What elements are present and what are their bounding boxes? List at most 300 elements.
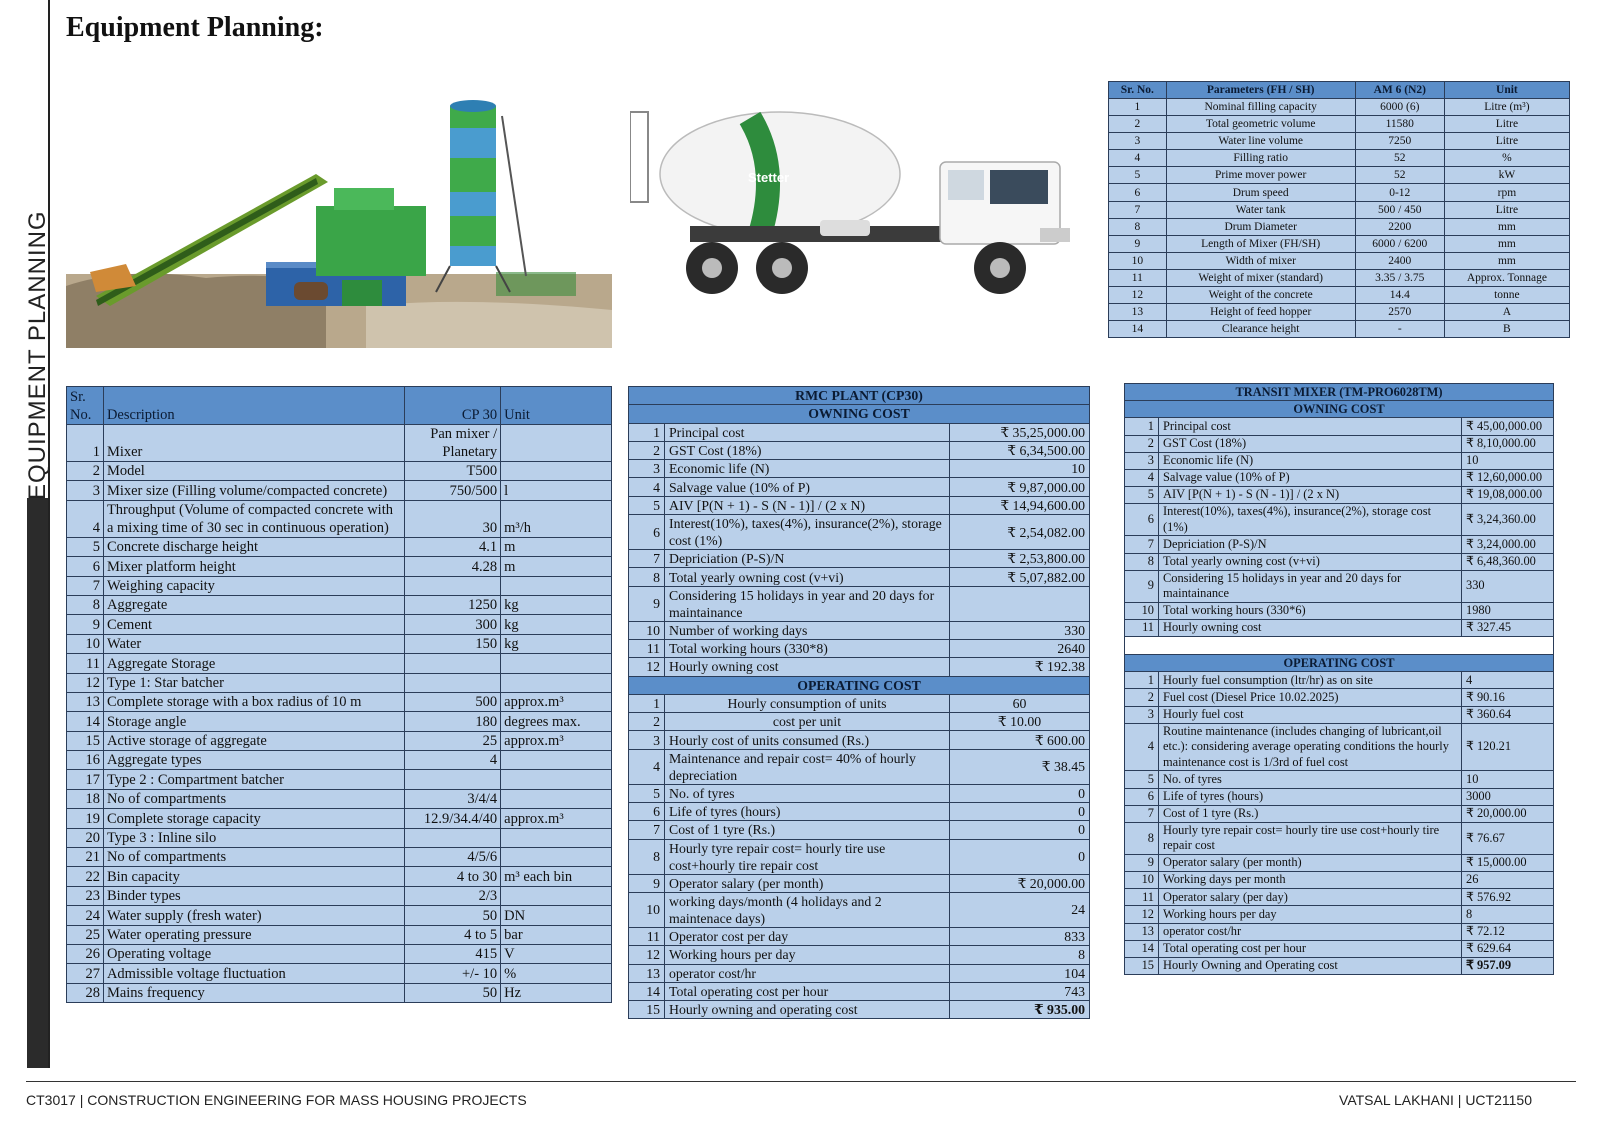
row-number: 5 (1125, 487, 1159, 504)
table-row (67, 944, 612, 963)
row-number: 7 (1125, 536, 1159, 553)
spec-sr: 10 (1109, 252, 1167, 269)
operating-row (1125, 889, 1554, 906)
spec-value: 6000 (6) (1355, 99, 1444, 116)
spec-unit: mm (1444, 252, 1569, 269)
row-description: Cement (103, 615, 404, 634)
row-number: 6 (1125, 788, 1159, 805)
row-number: 10 (629, 621, 665, 639)
spec-value: - (1355, 321, 1444, 338)
batching-plant-image (66, 96, 612, 348)
row-description: Depriciation (P-S)/N (665, 550, 950, 568)
row-description: operator cost/hr (665, 964, 950, 982)
row-unit: degrees max. (501, 712, 612, 731)
row-value: ₹ 957.09 (1462, 958, 1554, 975)
row-value: 4 (405, 751, 501, 770)
row-description: Water supply (fresh water) (103, 906, 404, 925)
row-description: Life of tyres (hours) (1159, 788, 1462, 805)
row-number: 28 (67, 983, 104, 1002)
row-value: 4.1 (405, 537, 501, 556)
table-row (67, 500, 612, 537)
table-row (67, 925, 612, 944)
row-description: cost per unit (665, 713, 950, 731)
row-value: ₹ 19,08,000.00 (1462, 487, 1554, 504)
spec-row (1109, 252, 1570, 269)
row-unit: bar (501, 925, 612, 944)
row-number: 14 (67, 712, 104, 731)
row-number: 6 (629, 515, 665, 550)
row-value: 500 (405, 692, 501, 711)
page-title: Equipment Planning: (66, 12, 324, 43)
row-number: 14 (629, 982, 665, 1000)
row-description: Total operating cost per hour (665, 982, 950, 1000)
row-number: 18 (67, 789, 104, 808)
row-value: ₹ 45,00,000.00 (1462, 418, 1554, 435)
row-value: 12.9/34.4/40 (405, 809, 501, 828)
row-description: Economic life (N) (665, 460, 950, 478)
spec-row (1109, 287, 1570, 304)
spec-row (1109, 269, 1570, 286)
row-value: 2640 (950, 639, 1090, 657)
spec-unit: rpm (1444, 184, 1569, 201)
row-number: 2 (1125, 435, 1159, 452)
row-value: ₹ 327.45 (1462, 619, 1554, 636)
table-row (67, 712, 612, 731)
spec-row (1109, 167, 1570, 184)
operating-row (629, 1001, 1090, 1019)
row-number: 26 (67, 944, 104, 963)
table-row (67, 615, 612, 634)
row-number: 13 (67, 692, 104, 711)
footer-divider (26, 1081, 1576, 1082)
row-value: ₹ 3,24,360.00 (1462, 504, 1554, 536)
spec-row (1109, 201, 1570, 218)
operating-row (1125, 706, 1554, 723)
row-number: 8 (1125, 553, 1159, 570)
spec-row (1109, 150, 1570, 167)
owning-row (629, 496, 1090, 514)
row-description: Water (103, 634, 404, 653)
row-value: ₹ 6,48,360.00 (1462, 553, 1554, 570)
row-description: Hourly fuel cost (1159, 706, 1462, 723)
row-number: 3 (1125, 452, 1159, 469)
row-value: 750/500 (405, 481, 501, 500)
operating-row (629, 946, 1090, 964)
row-number: 4 (67, 500, 104, 537)
owning-row (629, 568, 1090, 586)
row-unit: approx.m³ (501, 692, 612, 711)
row-number: 27 (67, 964, 104, 983)
row-number: 6 (629, 803, 665, 821)
operating-row (1125, 822, 1554, 854)
spec-header-row (1109, 82, 1570, 99)
row-number: 9 (629, 586, 665, 621)
operating-cost-title: OPERATING COST (629, 676, 1090, 694)
spec-parameter: Weight of the concrete (1166, 287, 1355, 304)
spec-sr: 2 (1109, 116, 1167, 133)
table-row (67, 809, 612, 828)
row-description: Cost of 1 tyre (Rs.) (665, 821, 950, 839)
row-number: 10 (67, 634, 104, 653)
spec-value: 14.4 (1355, 287, 1444, 304)
row-description: Principal cost (1159, 418, 1462, 435)
spec-unit: mm (1444, 235, 1569, 252)
row-number: 2 (629, 713, 665, 731)
spec-row (1109, 321, 1570, 338)
row-description: Hourly cost of units consumed (Rs.) (665, 731, 950, 749)
row-value: 415 (405, 944, 501, 963)
row-number: 4 (1125, 723, 1159, 771)
row-description: Interest(10%), taxes(4%), insurance(2%), storage cost (1%) (665, 515, 950, 550)
row-value: 50 (405, 983, 501, 1002)
row-number: 16 (67, 751, 104, 770)
table-row (67, 964, 612, 983)
row-unit (501, 770, 612, 789)
row-value: 3000 (1462, 788, 1554, 805)
row-value: ₹ 20,000.00 (1462, 805, 1554, 822)
row-number: 1 (629, 423, 665, 441)
row-description: Total working hours (330*6) (1159, 602, 1462, 619)
row-description: Operator salary (per month) (1159, 854, 1462, 871)
operating-row (1125, 672, 1554, 689)
row-number: 23 (67, 886, 104, 905)
spec-unit: Litre (1444, 133, 1569, 150)
row-value: ₹ 35,25,000.00 (950, 423, 1090, 441)
row-value: 330 (1462, 570, 1554, 602)
spec-unit: A (1444, 304, 1569, 321)
spec-unit: Litre (m³) (1444, 99, 1569, 116)
row-value: 743 (950, 982, 1090, 1000)
row-value: 104 (950, 964, 1090, 982)
row-description: Bin capacity (103, 867, 404, 886)
row-description: Number of working days (665, 621, 950, 639)
spec-sr: 1 (1109, 99, 1167, 116)
row-unit: kg (501, 595, 612, 614)
row-value: ₹ 76.67 (1462, 822, 1554, 854)
row-value: ₹ 935.00 (950, 1001, 1090, 1019)
row-unit (501, 789, 612, 808)
row-number: 15 (67, 731, 104, 750)
mixer-spec-table (1108, 81, 1570, 338)
row-unit (501, 425, 612, 462)
spec-header-parameter: Parameters (FH / SH) (1166, 82, 1355, 99)
spec-parameter: Drum speed (1166, 184, 1355, 201)
row-description: Life of tyres (hours) (665, 803, 950, 821)
row-unit (501, 654, 612, 673)
left-header-row (67, 387, 612, 425)
operating-row (629, 964, 1090, 982)
row-value: 1250 (405, 595, 501, 614)
spec-parameter: Filling ratio (1166, 150, 1355, 167)
spec-value: 2200 (1355, 218, 1444, 235)
table-row (67, 537, 612, 556)
rmc-owning-cost-title: OWNING COST (629, 405, 1090, 423)
row-value: 4 (1462, 672, 1554, 689)
spec-sr: 6 (1109, 184, 1167, 201)
row-value: ₹ 3,24,000.00 (1462, 536, 1554, 553)
row-description: Principal cost (665, 423, 950, 441)
row-value: ₹ 2,54,082.00 (950, 515, 1090, 550)
row-unit: kg (501, 634, 612, 653)
row-value: ₹ 90.16 (1462, 689, 1554, 706)
owning-row (629, 515, 1090, 550)
row-number: 12 (67, 673, 104, 692)
table-row (67, 634, 612, 653)
row-number: 4 (629, 749, 665, 784)
row-number: 25 (67, 925, 104, 944)
row-description: Complete storage capacity (103, 809, 404, 828)
spec-header-model: AM 6 (N2) (1355, 82, 1444, 99)
owning-row (1125, 487, 1554, 504)
table-row (67, 673, 612, 692)
owning-row (1125, 553, 1554, 570)
spec-sr: 3 (1109, 133, 1167, 150)
owning-row (1125, 504, 1554, 536)
owning-row (629, 550, 1090, 568)
row-number: 24 (67, 906, 104, 925)
spec-row (1109, 235, 1570, 252)
row-number: 7 (67, 576, 104, 595)
table-row (67, 751, 612, 770)
row-value: ₹ 6,34,500.00 (950, 441, 1090, 459)
footer-course: CT3017 | CONSTRUCTION ENGINEERING FOR MASS HOUSING PROJECTS (26, 1092, 527, 1108)
row-number: 21 (67, 848, 104, 867)
spec-sr: 13 (1109, 304, 1167, 321)
spec-row (1109, 184, 1570, 201)
spec-sr: 9 (1109, 235, 1167, 252)
row-number: 6 (67, 557, 104, 576)
row-description: Cost of 1 tyre (Rs.) (1159, 805, 1462, 822)
row-description: Fuel cost (Diesel Price 10.02.2025) (1159, 689, 1462, 706)
row-value: ₹ 38.45 (950, 749, 1090, 784)
operating-row (629, 784, 1090, 802)
owning-row (629, 441, 1090, 459)
row-description: Admissible voltage fluctuation (103, 964, 404, 983)
row-value: 0 (950, 839, 1090, 874)
table-row (67, 828, 612, 847)
row-description: working days/month (4 holidays and 2 maintenace days) (665, 892, 950, 927)
row-number: 6 (1125, 504, 1159, 536)
spec-unit: % (1444, 150, 1569, 167)
row-unit (501, 576, 612, 595)
tm-owning-cost-title: OWNING COST (1125, 401, 1554, 418)
transit-mixer-title: TRANSIT MIXER (TM-PRO6028TM) (1125, 384, 1554, 401)
row-description: AIV [P(N + 1) - S (N - 1)] / (2 x N) (665, 496, 950, 514)
operating-row (629, 731, 1090, 749)
spec-row (1109, 116, 1570, 133)
spec-row (1109, 133, 1570, 150)
spec-unit: Litre (1444, 201, 1569, 218)
table-row (67, 462, 612, 481)
owning-row (1125, 452, 1554, 469)
spec-unit: Approx. Tonnage (1444, 269, 1569, 286)
table-row (67, 867, 612, 886)
row-description: Water operating pressure (103, 925, 404, 944)
table-row (67, 557, 612, 576)
row-number: 7 (1125, 805, 1159, 822)
spec-parameter: Length of Mixer (FH/SH) (1166, 235, 1355, 252)
row-number: 8 (1125, 822, 1159, 854)
row-description: GST Cost (18%) (1159, 435, 1462, 452)
operating-row (1125, 958, 1554, 975)
table-row (67, 595, 612, 614)
row-description: Storage angle (103, 712, 404, 731)
row-number: 13 (629, 964, 665, 982)
row-value (950, 586, 1090, 621)
table-row (67, 731, 612, 750)
operating-row (629, 982, 1090, 1000)
row-value: 26 (1462, 872, 1554, 889)
row-description: Throughput (Volume of compacted concrete with a mixing time of 30 sec in continuous operation) (103, 500, 404, 537)
row-number: 22 (67, 867, 104, 886)
owning-row (629, 639, 1090, 657)
row-value: +/- 10 (405, 964, 501, 983)
spec-row (1109, 304, 1570, 321)
spec-parameter: Water tank (1166, 201, 1355, 218)
row-description: Type 2 : Compartment batcher (103, 770, 404, 789)
row-description: Operator salary (per month) (665, 874, 950, 892)
row-value: 8 (1462, 906, 1554, 923)
row-description: Hourly Owning and Operating cost (1159, 958, 1462, 975)
row-value: 4.28 (405, 557, 501, 576)
row-value: 4 to 30 (405, 867, 501, 886)
owning-row (1125, 570, 1554, 602)
spec-parameter: Clearance height (1166, 321, 1355, 338)
spec-sr: 4 (1109, 150, 1167, 167)
row-number: 9 (629, 874, 665, 892)
row-description: Hourly owning cost (665, 658, 950, 676)
spec-sr: 8 (1109, 218, 1167, 235)
row-number: 8 (629, 839, 665, 874)
row-number: 15 (629, 1001, 665, 1019)
row-value: 10 (1462, 452, 1554, 469)
row-value (405, 576, 501, 595)
row-value: ₹ 8,10,000.00 (1462, 435, 1554, 452)
table-row (67, 576, 612, 595)
row-number: 2 (67, 462, 104, 481)
row-description: Mixer platform height (103, 557, 404, 576)
spec-unit: kW (1444, 167, 1569, 184)
spec-unit: tonne (1444, 287, 1569, 304)
table-row (67, 654, 612, 673)
row-value: 150 (405, 634, 501, 653)
row-number: 5 (1125, 771, 1159, 788)
row-unit: approx.m³ (501, 809, 612, 828)
row-value: 10 (950, 460, 1090, 478)
row-value: ₹ 629.64 (1462, 940, 1554, 957)
row-number: 2 (1125, 689, 1159, 706)
truck-brand-text: Stetter (748, 170, 790, 185)
row-number: 8 (67, 595, 104, 614)
row-description: Total working hours (330*8) (665, 639, 950, 657)
row-description: Hourly owning cost (1159, 619, 1462, 636)
operating-row (1125, 923, 1554, 940)
spec-parameter: Drum Diameter (1166, 218, 1355, 235)
rmc-plant-title: RMC PLANT (CP30) (629, 387, 1090, 405)
row-description: Mixer size (Filling volume/compacted concrete) (103, 481, 404, 500)
spec-parameter: Nominal filling capacity (1166, 99, 1355, 116)
row-value: ₹ 72.12 (1462, 923, 1554, 940)
row-number: 11 (67, 654, 104, 673)
row-value: 0 (950, 803, 1090, 821)
row-number: 3 (67, 481, 104, 500)
row-description: Hourly fuel consumption (ltr/hr) as on site (1159, 672, 1462, 689)
row-value: ₹ 576.92 (1462, 889, 1554, 906)
owning-row (629, 658, 1090, 676)
operating-row (629, 821, 1090, 839)
section-spacer (1125, 637, 1554, 655)
spec-row (1109, 99, 1570, 116)
row-description: operator cost/hr (1159, 923, 1462, 940)
spec-parameter: Water line volume (1166, 133, 1355, 150)
row-number: 12 (629, 946, 665, 964)
batching-plant-spec-table (66, 386, 612, 1003)
spec-sr: 14 (1109, 321, 1167, 338)
rmc-plant-cost-table (628, 386, 1090, 1019)
spec-value: 7250 (1355, 133, 1444, 150)
row-description: Economic life (N) (1159, 452, 1462, 469)
row-description: Salvage value (10% of P) (665, 478, 950, 496)
row-value: ₹ 192.38 (950, 658, 1090, 676)
spec-unit: Litre (1444, 116, 1569, 133)
row-unit: V (501, 944, 612, 963)
operating-row (1125, 723, 1554, 771)
spec-sr: 5 (1109, 167, 1167, 184)
spec-value: 52 (1355, 167, 1444, 184)
row-value: 10 (1462, 771, 1554, 788)
row-description: Mains frequency (103, 983, 404, 1002)
row-description: Total operating cost per hour (1159, 940, 1462, 957)
row-description: Operator cost per day (665, 927, 950, 945)
table-row (67, 692, 612, 711)
row-unit: % (501, 964, 612, 983)
operating-row (1125, 872, 1554, 889)
row-description: Aggregate Storage (103, 654, 404, 673)
row-description: No of compartments (103, 789, 404, 808)
row-value: 50 (405, 906, 501, 925)
owning-row (629, 460, 1090, 478)
spec-value: 3.35 / 3.75 (1355, 269, 1444, 286)
row-value: 833 (950, 927, 1090, 945)
owning-row (1125, 619, 1554, 636)
row-unit (501, 673, 612, 692)
row-description: Operating voltage (103, 944, 404, 963)
left-header-description: Description (103, 387, 404, 425)
row-value: 330 (950, 621, 1090, 639)
row-unit: l (501, 481, 612, 500)
row-description: Type 3 : Inline silo (103, 828, 404, 847)
table-row (67, 983, 612, 1002)
spec-sr: 12 (1109, 287, 1167, 304)
row-description: Binder types (103, 886, 404, 905)
table-row (67, 789, 612, 808)
row-number: 8 (629, 568, 665, 586)
row-value: T500 (405, 462, 501, 481)
row-value: 4 to 5 (405, 925, 501, 944)
row-number: 10 (629, 892, 665, 927)
row-description: Maintenance and repair cost= 40% of hourly depreciation (665, 749, 950, 784)
spec-header-unit: Unit (1444, 82, 1569, 99)
row-description: Hourly owning and operating cost (665, 1001, 950, 1019)
row-number: 4 (629, 478, 665, 496)
side-title: EQUIPMENT PLANNING (24, 210, 51, 500)
spec-value: 0-12 (1355, 184, 1444, 201)
row-description: AIV [P(N + 1) - S (N - 1)] / (2 x N) (1159, 487, 1462, 504)
owning-row (1125, 469, 1554, 486)
row-description: Depriciation (P-S)/N (1159, 536, 1462, 553)
row-description: Aggregate types (103, 751, 404, 770)
row-value: ₹ 360.64 (1462, 706, 1554, 723)
